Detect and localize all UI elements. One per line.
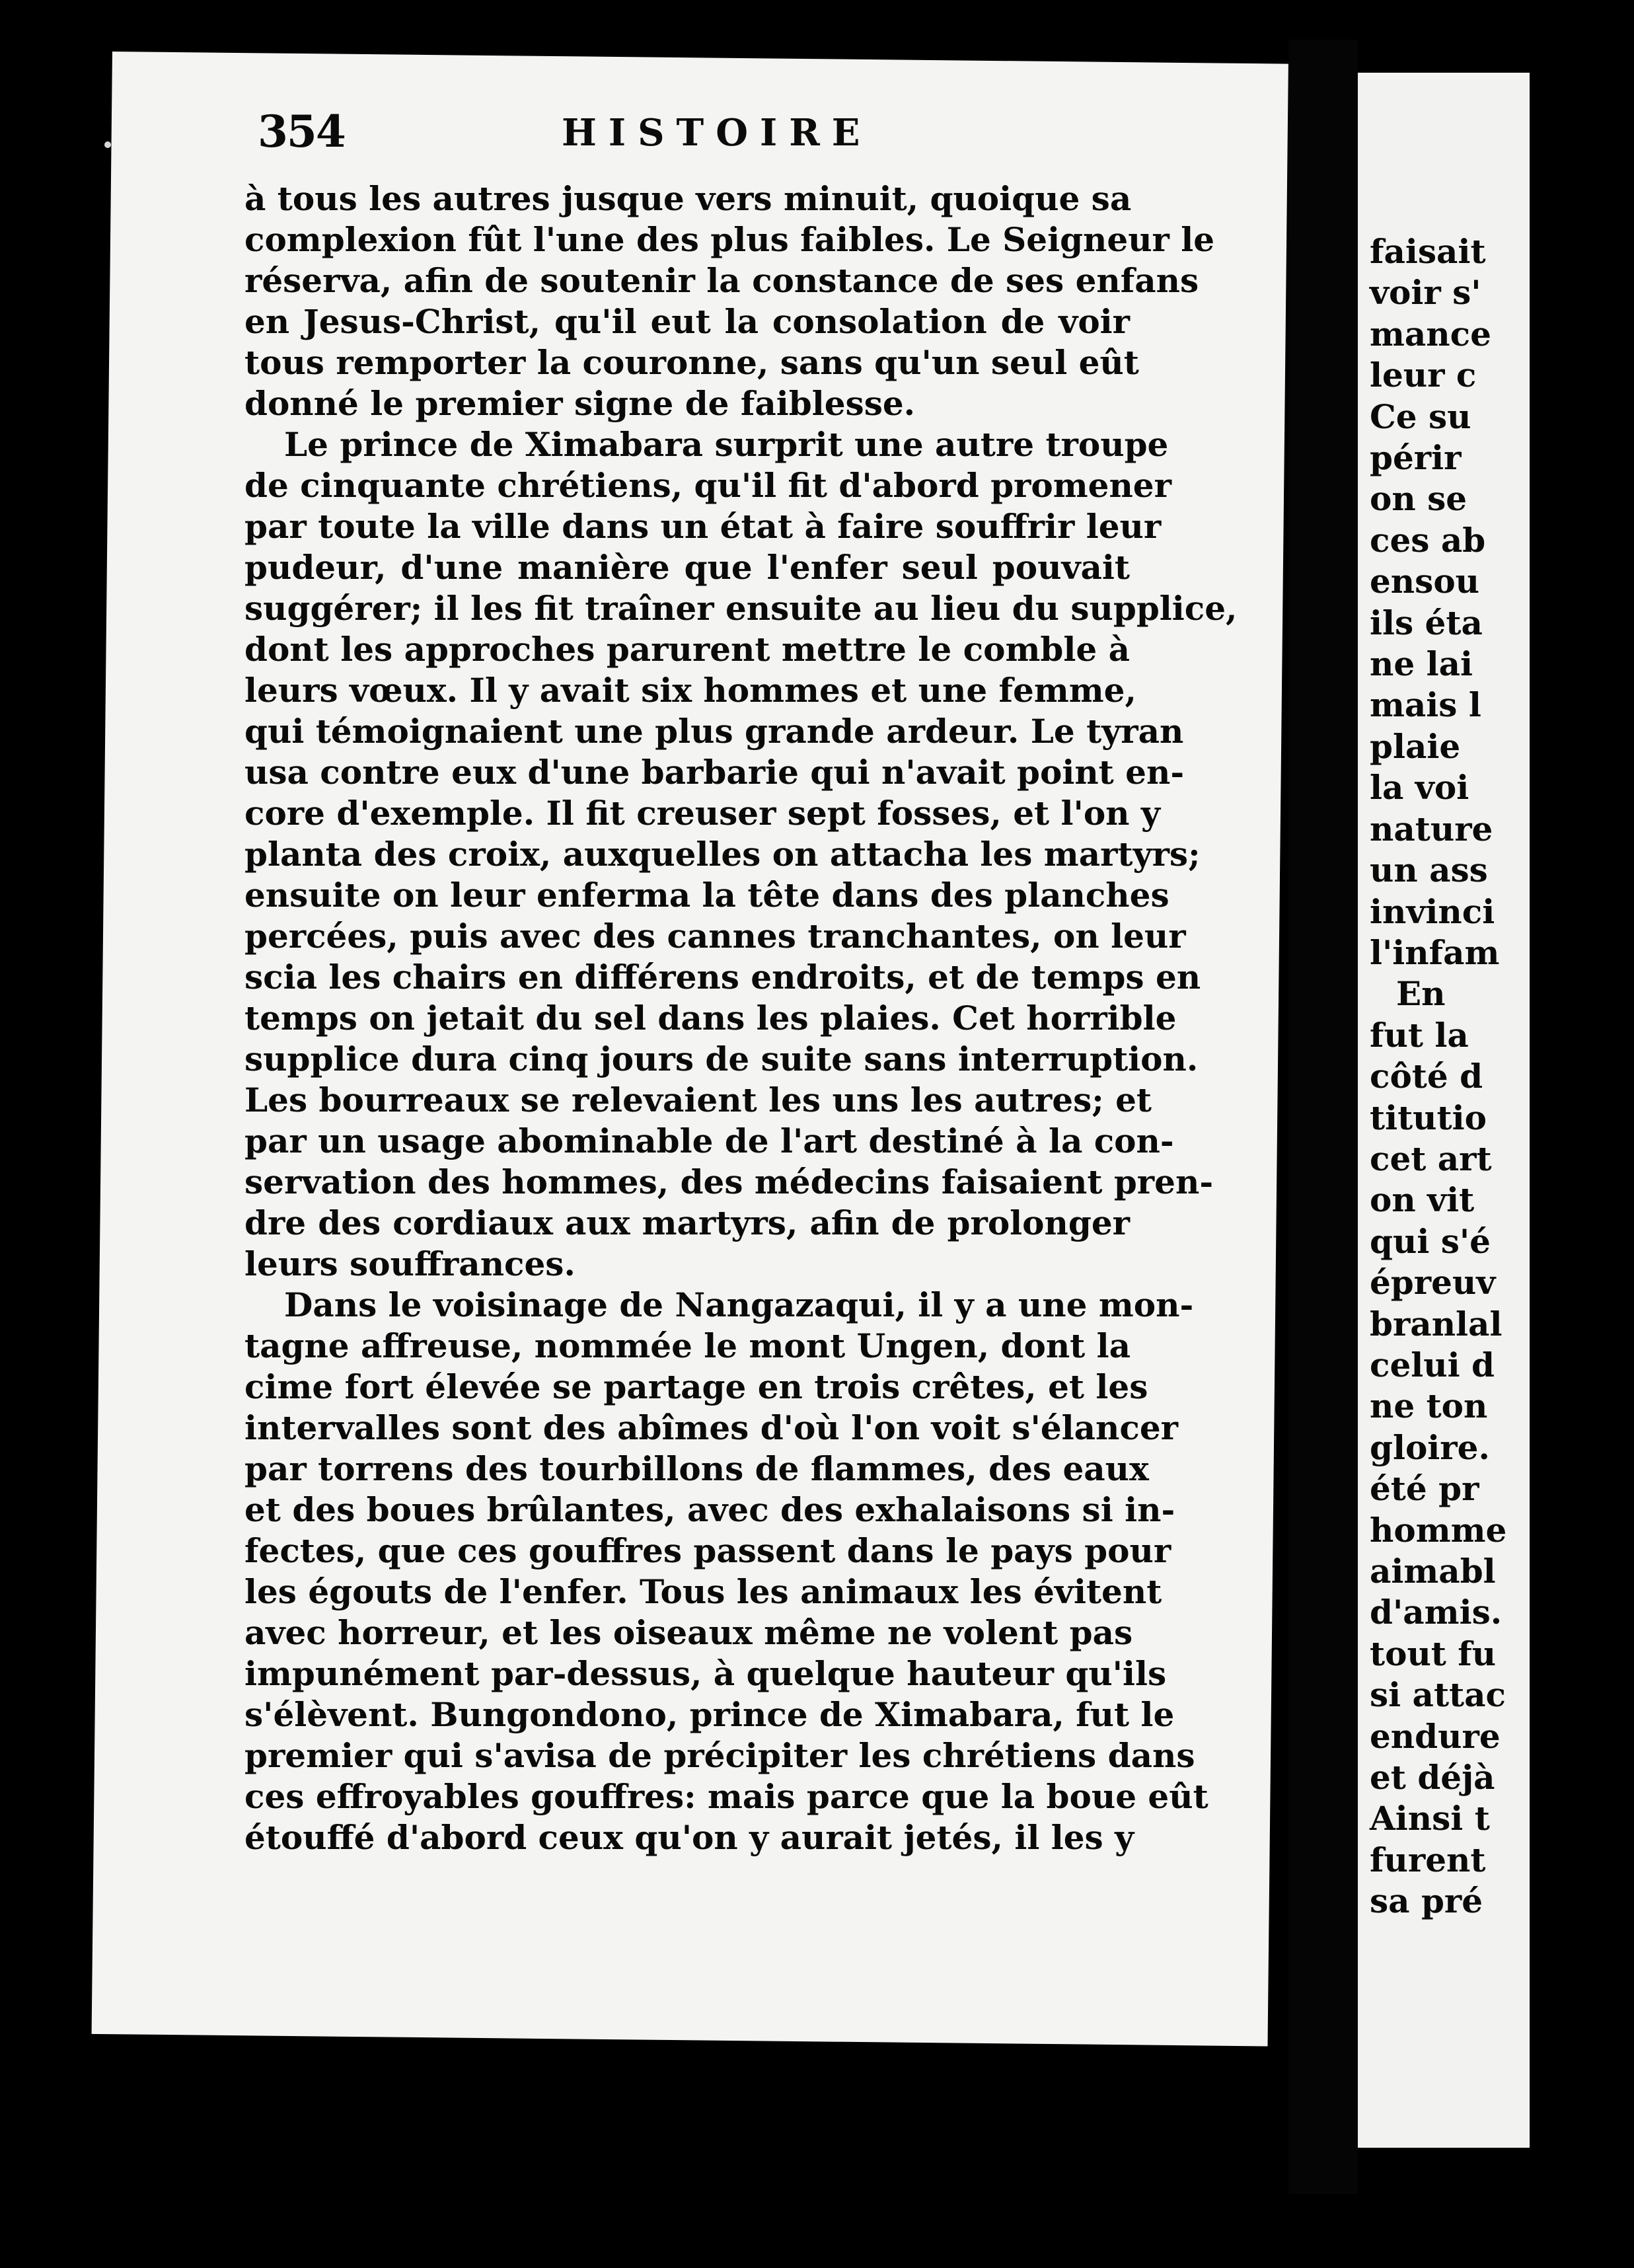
right-text-line: qui s'é [1370,1221,1491,1261]
right-text-line: mance [1370,314,1491,354]
right-text-line: Ainsi t [1370,1799,1490,1838]
right-text-line: l'infam [1370,932,1500,972]
page-header [258,106,1117,165]
right-text-line: gloire. [1370,1427,1490,1467]
right-text-line: ensou [1370,562,1480,601]
text-line: leurs souffrances. [244,1244,576,1283]
text-line: qui témoignaient une plus grande ardeur. Le tyran [244,712,1184,751]
text-line: premier qui s'avisa de précipiter les chrétiens dans [244,1736,1195,1775]
text-line: étouffé d'abord ceux qu'on y aurait jetés, il les y [244,1818,1134,1857]
right-text-line: ils éta [1370,603,1483,642]
right-text-line: ne ton [1370,1386,1488,1426]
scan-speck [104,141,111,148]
text-line: à tous les autres jusque vers minuit, quoique sa [244,179,1132,218]
right-text-line: tout fu [1370,1634,1497,1673]
text-line: réserva, afin de soutenir la constance de ses enfans [244,261,1199,300]
text-line: tous remporter la couronne, sans qu'un seul eût [244,343,1139,382]
text-line: Les bourreaux se relevaient les uns les autres; et [244,1080,1152,1119]
text-line: par torrens des tourbillons de flammes, des eaux [244,1449,1149,1488]
text-line: tagne affreuse, nommée le mont Ungen, dont la [244,1326,1131,1365]
right-page-fragment [1358,73,1530,2148]
text-line: en Jesus-Christ, qu'il eut la consolation de voir [244,302,1130,341]
right-text-line: Ce su [1370,397,1471,436]
page-body-text [244,178,1238,1858]
text-line: suggérer; il les fit traîner ensuite au lieu du supplice, [244,589,1238,628]
right-text-line: sa pré [1370,1881,1483,1921]
right-text-line: mais l [1370,685,1481,725]
right-text-line: si attac [1370,1675,1506,1715]
text-line: par un usage abominable de l'art destiné à la con- [244,1121,1174,1160]
right-text-line: on se [1370,479,1467,519]
right-text-line: titutio [1370,1098,1487,1137]
text-line: ensuite on leur enferma la tête dans des planches [244,876,1170,915]
text-line: s'élèvent. Bungondono, prince de Ximabara, fut le [244,1695,1175,1734]
book-gutter [1288,40,1358,2194]
right-text-line: la voi [1370,768,1469,808]
text-line: supplice dura cinq jours de suite sans interruption. [244,1040,1199,1078]
right-text-line: endure [1370,1716,1501,1756]
right-text-line: faisait [1370,232,1486,271]
text-line: de cinquante chrétiens, qu'il fit d'abord promener [244,466,1171,505]
right-text-line: périr [1370,438,1462,478]
right-text-line: un ass [1370,850,1488,890]
text-line: percées, puis avec des cannes tranchantes, on leur [244,917,1186,956]
text-line: Le prince de Ximabara surprit une autre troupe [284,425,1169,464]
right-text-line: furent [1370,1840,1486,1879]
right-text-line: branlal [1370,1304,1503,1343]
text-line: planta des croix, auxquelles on attacha les martyrs; [244,835,1201,874]
text-line: complexion fût l'une des plus faibles. Le Seigneur le [244,220,1215,259]
text-line: Dans le voisinage de Nangazaqui, il y a une mon- [284,1285,1194,1324]
text-line: donné le premier signe de faiblesse. [244,384,916,423]
text-line: et des boues brûlantes, avec des exhalaisons si in- [244,1490,1175,1529]
right-text-line: épreuv [1370,1263,1496,1303]
right-text-line: on vit [1370,1180,1475,1220]
text-line: scia les chairs en différens endroits, et de temps en [244,958,1201,997]
text-line: dre des cordiaux aux martyrs, afin de prolonger [244,1203,1130,1242]
text-line: par toute la ville dans un état à faire souffrir leur [244,507,1162,546]
right-text-line: ne lai [1370,644,1473,684]
right-text-line: nature [1370,809,1493,849]
text-line: usa contre eux d'une barbarie qui n'avait point en- [244,753,1185,792]
right-text-line: homme [1370,1510,1507,1550]
page-number: 354 [258,106,345,157]
running-title: HISTOIRE [562,111,872,155]
right-text-line: été pr [1370,1469,1479,1509]
text-line: pudeur, d'une manière que l'enfer seul pouvait [244,548,1130,587]
text-line: dont les approches parurent mettre le comble à [244,630,1130,669]
right-text-line: plaie [1370,726,1461,766]
text-line: les égouts de l'enfer. Tous les animaux les évitent [244,1572,1162,1611]
text-line: temps on jetait du sel dans les plaies. Cet horrible [244,999,1177,1038]
right-text-line: invinci [1370,891,1495,931]
text-line: core d'exemple. Il fit creuser sept fosses, et l'on y [244,794,1160,833]
text-line: impunément par-dessus, à quelque hauteur qu'ils [244,1654,1167,1693]
right-text-line: et déjà [1370,1758,1495,1797]
text-line: leurs vœux. Il y avait six hommes et une femme, [244,671,1136,710]
right-text-line: aimabl [1370,1552,1496,1591]
right-text-line: fut la [1370,1015,1469,1055]
text-line: fectes, que ces gouffres passent dans le pays pour [244,1531,1171,1570]
text-line: servation des hommes, des médecins faisaient pren- [244,1162,1214,1201]
right-text-line: leur c [1370,356,1477,395]
right-text-line: celui d [1370,1345,1495,1384]
right-text-line: ces ab [1370,520,1486,560]
right-page-text [1370,231,1634,1922]
text-line: ces effroyables gouffres: mais parce que la boue eût [244,1777,1208,1816]
right-text-line: voir s' [1370,273,1481,313]
right-text-line: d'amis. [1370,1593,1503,1632]
text-line: cime fort élevée se partage en trois crêtes, et les [244,1367,1148,1406]
right-text-line: côté d [1370,1057,1483,1096]
right-text-line: cet art [1370,1139,1492,1178]
text-line: avec horreur, et les oiseaux même ne volent pas [244,1613,1133,1652]
text-line: intervalles sont des abîmes d'où l'on voit s'élancer [244,1408,1179,1447]
right-text-line: En [1396,974,1446,1014]
